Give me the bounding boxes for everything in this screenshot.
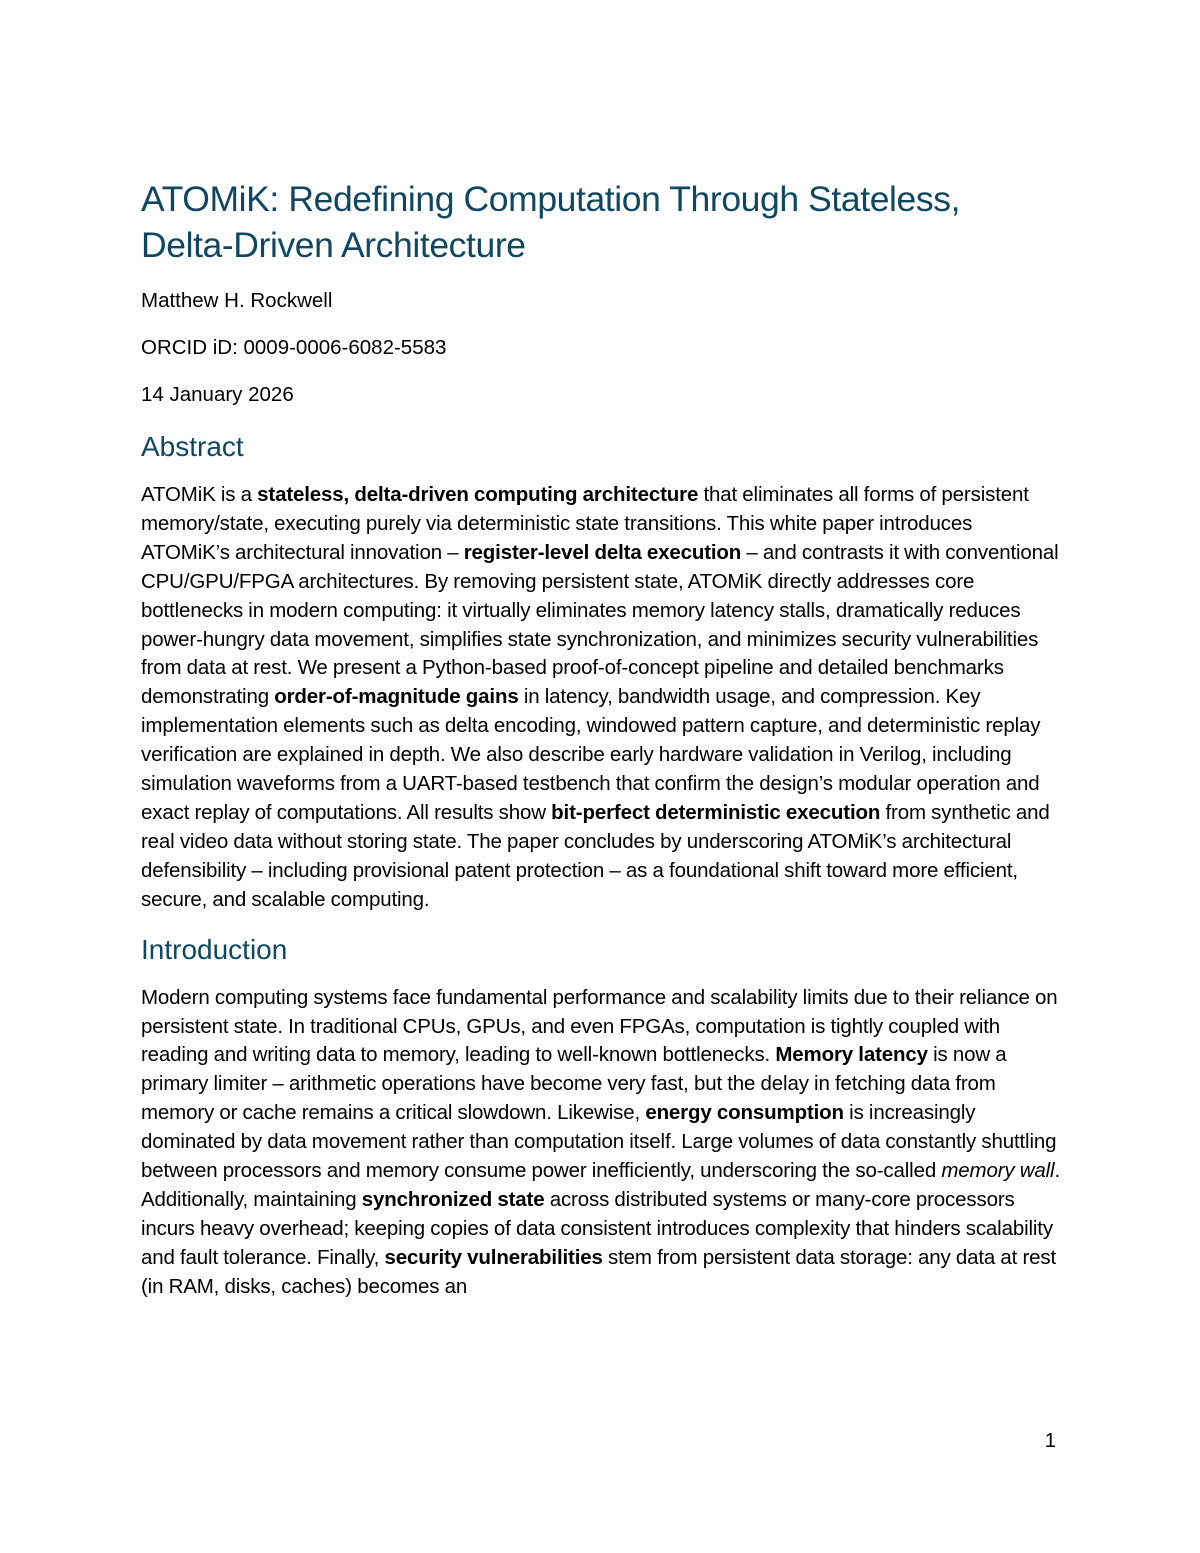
intro-bold-phrase: Memory latency: [775, 1043, 928, 1067]
abstract-bold-phrase: order-of-magnitude gains: [274, 685, 519, 709]
title-line-2: Delta-Driven Architecture: [141, 225, 526, 265]
intro-italic-phrase: memory wall: [941, 1159, 1055, 1183]
orcid-id: ORCID iD: 0009-0006-6082-5583: [141, 336, 447, 359]
abstract-text: – and contrasts it with conventional CPU/GPU/FPGA architectures. By removing persistent state, ATOMiK directly addresses core bottlenecks in modern computing: it virtually eliminates memory latency stalls, dramatically reduces power-hungry data movement, simplifies state synchronization, and minimizes security vulnerabilities from data at rest. We present a Python-based proof-of-concept pipeline and detailed benchmarks demonstrating: [141, 540, 1059, 709]
intro-text: is now a primary limiter – arithmetic operations have become very fast, but the delay in fetching data from memory or cache remains a critical slowdown. Likewise,: [141, 1043, 1007, 1125]
intro-text: . Additionally, maintaining: [141, 1159, 1060, 1211]
page-content: [141, 176, 1061, 1302]
abstract-text: ATOMiK is a: [141, 483, 258, 506]
abstract-paragraph: [141, 481, 1061, 915]
author-name: Matthew H. Rockwell: [141, 289, 333, 312]
abstract-bold-phrase: stateless, delta-driven computing architecture: [257, 483, 699, 506]
intro-text: stem from persistent data storage: any data at rest (in RAM, disks, caches) becomes an: [141, 1245, 1057, 1298]
abstract-text: from synthetic and real video data without storing state. The paper concludes by underscoring ATOMiK’s architectural defensibility – including provisional patent protection – as a foundational shift toward more efficient, secure, and scalable computing.: [141, 800, 1050, 911]
intro-bold-phrase: security vulnerabilities: [384, 1245, 603, 1269]
intro-text: is increasingly dominated by data movement rather than computation itself. Large volumes of data constantly shuttling between processors and memory consume power inefficiently, underscoring the so-called: [141, 1101, 1057, 1183]
abstract-bold-phrase: register-level delta execution: [463, 540, 742, 564]
abstract-text: in latency, bandwidth usage, and compression. Key implementation elements such as delta encoding, windowed pattern capture, and deterministic replay verification are explained in depth. We also describe early hardware validation in Verilog, including simulation waveforms from a UART-based testbench that confirm the design’s modular operation and exact replay of computations. All results show: [141, 685, 1041, 824]
intro-text: across distributed systems or many-core processors incurs heavy overhead; keeping copies of data consistent introduces complexity that hinders scalability and fault tolerance. Finally,: [141, 1187, 1053, 1269]
introduction-heading: Introduction: [141, 933, 288, 965]
abstract-heading: Abstract: [141, 431, 244, 462]
title-line-1: ATOMiK: Redefining Computation Through Stateless,: [141, 179, 961, 219]
intro-text: Modern computing systems face fundamental performance and scalability limits due to their reliance on persistent state. In traditional CPUs, GPUs, and even FPGAs, computation is tightly coupled with reading and writing data to memory, leading to well-known bottlenecks.: [141, 985, 1058, 1067]
page-number: 1: [1044, 1429, 1056, 1452]
paper-title: [141, 176, 1061, 268]
introduction-paragraph: [141, 984, 1061, 1302]
abstract-bold-phrase: bit-perfect deterministic execution: [551, 800, 881, 824]
abstract-text: that eliminates all forms of persistent memory/state, executing purely via deterministic state transitions. This white paper introduces ATOMiK’s architectural innovation –: [141, 483, 1029, 564]
intro-bold-phrase: synchronized state: [361, 1187, 545, 1211]
publication-date: 14 January 2026: [141, 383, 294, 406]
intro-bold-phrase: energy consumption: [645, 1101, 844, 1125]
